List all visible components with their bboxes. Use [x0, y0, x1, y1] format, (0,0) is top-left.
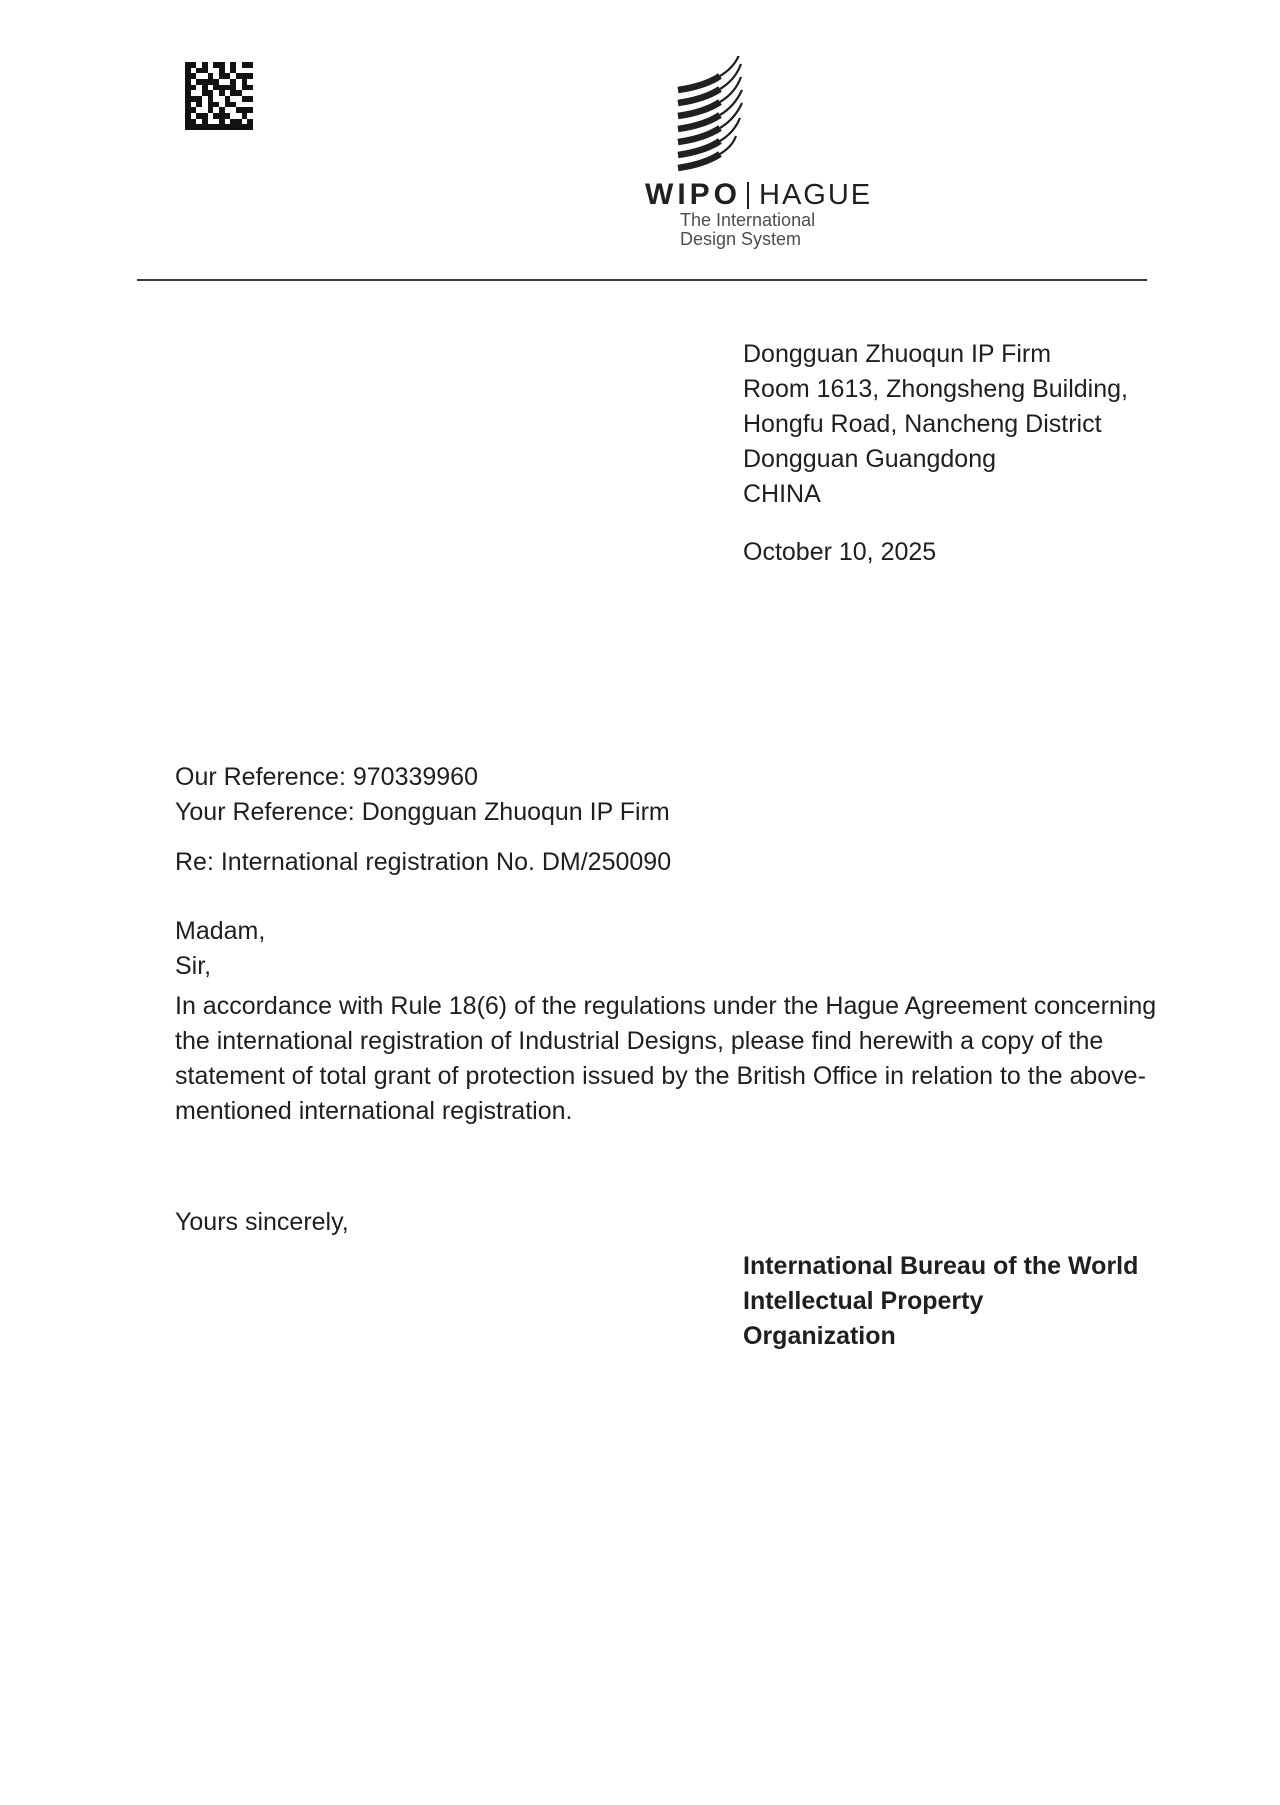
salutation-line: Sir,	[175, 952, 212, 980]
wordmark-separator	[747, 182, 749, 209]
recipient-address-line: Room 1613, Zhongsheng Building,	[743, 375, 1128, 403]
recipient-address-line: Hongfu Road, Nancheng District	[743, 410, 1102, 438]
body-line: In accordance with Rule 18(6) of the regulations under the Hague Agreement concerning	[175, 992, 1157, 1020]
salutation-block	[175, 914, 265, 984]
tagline-line-2: Design System	[680, 229, 802, 249]
wipo-spiral-logo-icon	[676, 56, 746, 178]
data-matrix-barcode	[185, 62, 253, 130]
tagline-line-1: The International	[680, 210, 816, 230]
subject-line: Re: International registration No. DM/250090	[175, 848, 672, 876]
signature-block	[743, 1249, 1138, 1354]
body-paragraph	[175, 989, 1156, 1129]
signature-line: International Bureau of the World	[743, 1252, 1139, 1280]
header-divider-rule	[137, 279, 1147, 281]
reference-block	[175, 760, 670, 830]
recipient-address-line: Dongguan Zhuoqun IP Firm	[743, 340, 1052, 368]
closing-line: Yours sincerely,	[175, 1208, 349, 1236]
logo-tagline	[680, 211, 815, 249]
body-line: statement of total grant of protection issued by the British Office in relation to the above-	[175, 1062, 1146, 1090]
recipient-address-line: CHINA	[743, 480, 821, 508]
wipo-hague-wordmark	[645, 180, 872, 210]
letter-date: October 10, 2025	[743, 538, 937, 566]
salutation-line: Madam,	[175, 917, 266, 945]
signature-line: Organization	[743, 1322, 896, 1350]
signature-line: Intellectual Property	[743, 1287, 984, 1315]
recipient-address-line: Dongguan Guangdong	[743, 445, 997, 473]
body-line: mentioned international registration.	[175, 1097, 573, 1125]
wordmark-wipo: WIPO	[645, 178, 741, 211]
body-line: the international registration of Industrial Designs, please find herewith a copy of the	[175, 1027, 1104, 1055]
our-reference-line: Our Reference: 970339960	[175, 763, 478, 791]
your-reference-line: Your Reference: Dongguan Zhuoqun IP Firm	[175, 798, 670, 826]
recipient-address-block	[743, 337, 1128, 512]
wordmark-hague: HAGUE	[759, 178, 873, 211]
